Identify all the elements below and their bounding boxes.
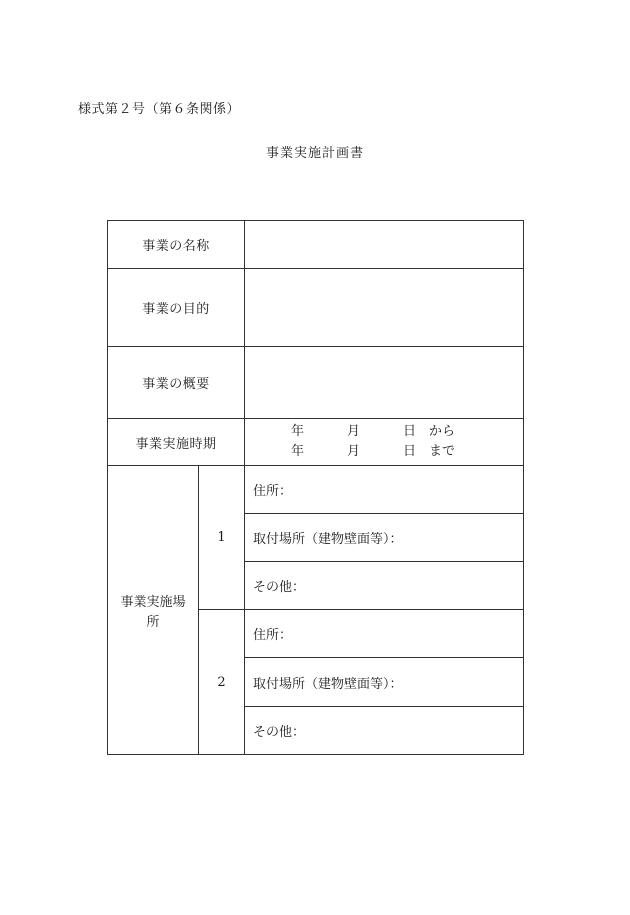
site-2-mount-field[interactable]: 取付場所（建物壁面等）： xyxy=(245,658,524,707)
project-name-field[interactable] xyxy=(245,221,524,269)
row-project-name xyxy=(108,221,524,269)
period-start-line xyxy=(245,422,523,442)
period-end-year-unit: 年 xyxy=(291,444,305,459)
row-project-purpose xyxy=(108,269,524,347)
project-period-label: 事業実施時期 xyxy=(108,419,245,466)
site-1-address-row xyxy=(108,466,524,514)
project-purpose-field[interactable] xyxy=(245,269,524,347)
document-title: 事業実施計画書 xyxy=(265,146,364,161)
site-1-number: 1 xyxy=(199,466,245,610)
project-place-label xyxy=(108,466,199,755)
project-place-label-line2: 所 xyxy=(146,615,160,630)
project-purpose-label: 事業の目的 xyxy=(108,269,245,347)
site-1-other-field[interactable]: その他： xyxy=(245,562,524,610)
period-end-month-unit: 月 xyxy=(347,444,361,459)
site-1-mount-field[interactable]: 取付場所（建物壁面等）： xyxy=(245,514,524,562)
row-project-period xyxy=(108,419,524,466)
project-summary-label: 事業の概要 xyxy=(108,347,245,419)
site-2-other-field[interactable]: その他： xyxy=(245,707,524,755)
project-summary-field[interactable] xyxy=(245,347,524,419)
site-2-address-field[interactable]: 住所： xyxy=(245,610,524,658)
period-start-day-unit: 日 xyxy=(403,424,417,439)
period-end-line xyxy=(245,442,523,462)
period-end-suffix: まで xyxy=(429,444,456,459)
project-period-field[interactable] xyxy=(245,419,524,466)
project-name-label: 事業の名称 xyxy=(108,221,245,269)
plan-table xyxy=(107,220,524,755)
period-start-suffix: から xyxy=(429,424,456,439)
form-number: 様式第２号（第６条関係） xyxy=(78,102,241,117)
period-end-day-unit: 日 xyxy=(403,444,417,459)
site-1-address-field[interactable]: 住所： xyxy=(245,466,524,514)
period-start-year-unit: 年 xyxy=(291,424,305,439)
period-start-month-unit: 月 xyxy=(347,424,361,439)
row-project-summary xyxy=(108,347,524,419)
site-2-number: 2 xyxy=(199,610,245,755)
project-place-label-line1: 事業実施場 xyxy=(120,595,186,610)
